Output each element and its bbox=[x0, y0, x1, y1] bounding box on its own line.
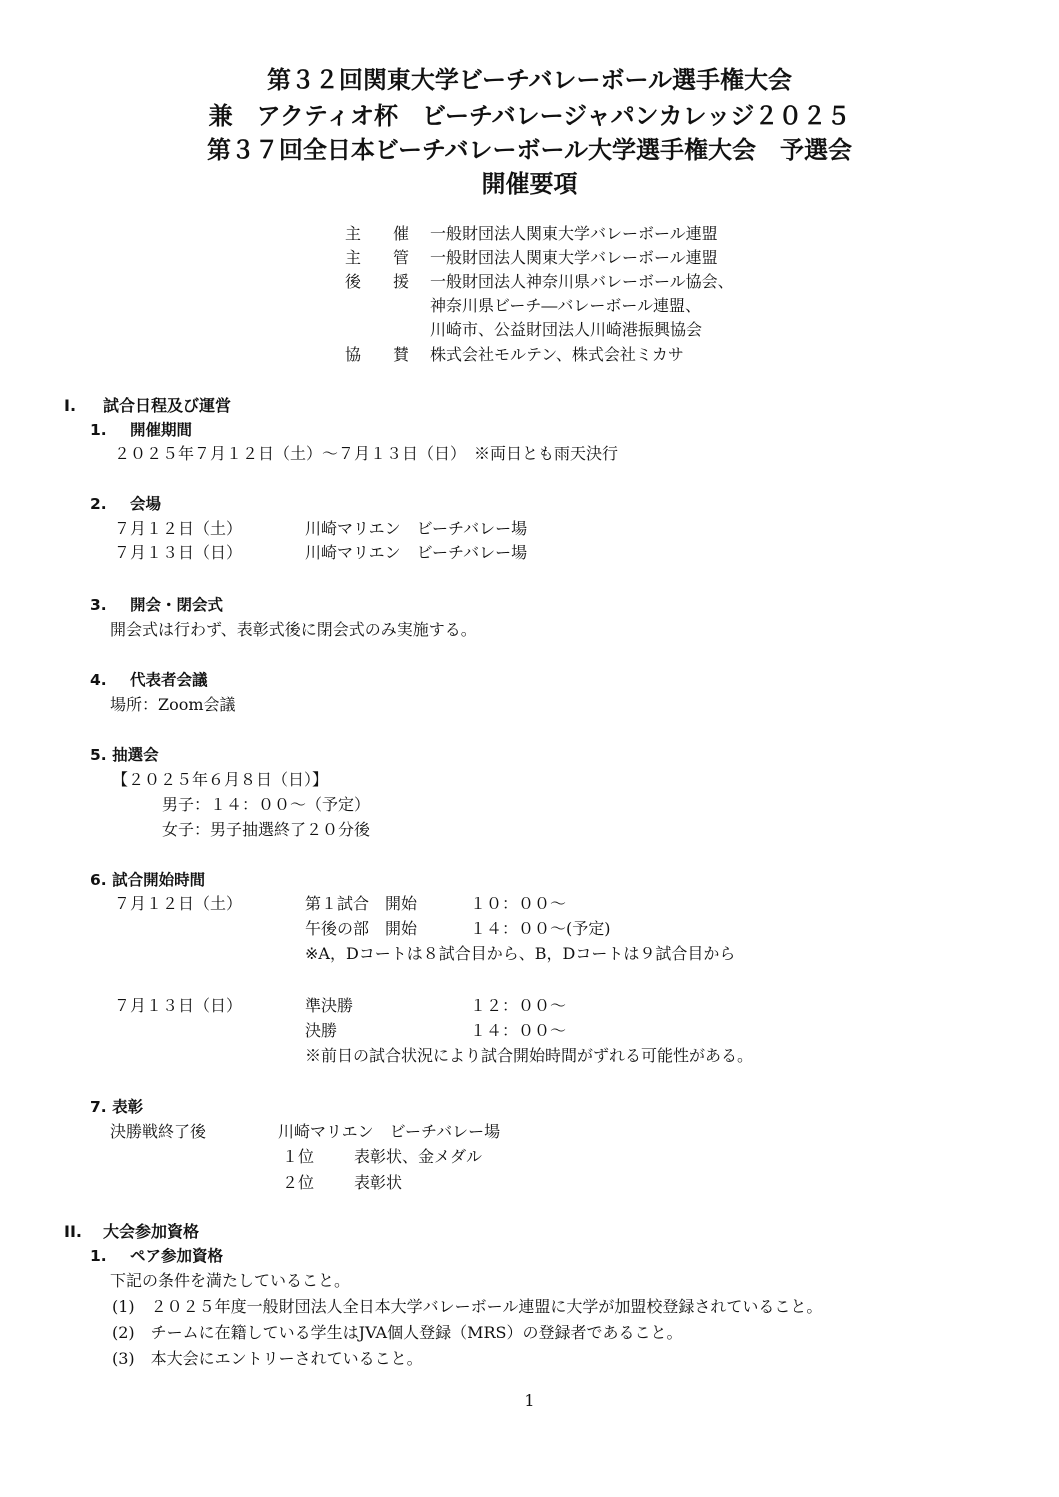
title-line-1: 第３２回関東大学ビーチバレーボール選手権大会 bbox=[266, 66, 793, 94]
award-place: 川崎マリエン ビーチバレー場 bbox=[278, 1122, 501, 1141]
meeting-text: 場所：Zoom会議 bbox=[110, 695, 236, 714]
section1-heading: 試合日程及び運営 bbox=[103, 396, 232, 415]
pair-item-3: (3) 本大会にエントリーされていること。 bbox=[112, 1349, 423, 1368]
period-text: ２０２５年７月１２日（土）～７月１３日（日） ※両日とも雨天決行 bbox=[114, 444, 619, 463]
pair-item-1: (1) ２０２５年度一般財団法人全日本大学バレーボール連盟に大学が加盟校登録されていること。 bbox=[112, 1297, 823, 1316]
lottery-men: 男子：１４：００～（予定） bbox=[162, 795, 371, 814]
start-time-title: 6. 試合開始時間 bbox=[90, 871, 206, 889]
support-value-2: 神奈川県ビーチ―バレーボール連盟、 bbox=[430, 296, 702, 315]
title-main: 開催要項 bbox=[481, 170, 578, 198]
meeting-number: 4. bbox=[90, 671, 107, 689]
ceremony-number: 3. bbox=[90, 596, 107, 614]
day2-row2-time: １４：００～ bbox=[470, 1021, 567, 1040]
sponsor-value: 株式会社モルテン、株式会社ミカサ bbox=[430, 345, 684, 364]
day1-date: ７月１２日（土） bbox=[114, 894, 243, 913]
sponsor-label: 協 賛 bbox=[345, 345, 410, 364]
award-timing: 決勝戦終了後 bbox=[110, 1122, 207, 1141]
section2-heading: 大会参加資格 bbox=[103, 1222, 200, 1241]
title-line-2: 兼 アクティオ杯 ビーチバレージャパンカレッジ２０２５ bbox=[208, 102, 851, 130]
section2-number: II. bbox=[64, 1222, 82, 1241]
pair-number: 1. bbox=[90, 1247, 107, 1265]
manager-label: 主 管 bbox=[345, 248, 410, 267]
support-value-1: 一般財団法人神奈川県バレーボール協会、 bbox=[430, 272, 734, 291]
award-title: 7. 表彰 bbox=[90, 1098, 144, 1116]
host-value: 一般財団法人関東大学バレーボール連盟 bbox=[430, 224, 718, 243]
support-value-3: 川崎市、公益財団法人川崎港振興協会 bbox=[430, 320, 703, 339]
day1-row1-time: １０：００～ bbox=[470, 894, 567, 913]
lottery-title: 5. 抽選会 bbox=[90, 746, 159, 764]
day1-note: ※A，Dコートは８試合目から、B，Dコートは９試合目から bbox=[305, 944, 736, 963]
section1-number: I. bbox=[64, 396, 77, 415]
award-rank-1: １位 bbox=[282, 1147, 315, 1166]
manager-value: 一般財団法人関東大学バレーボール連盟 bbox=[430, 248, 718, 267]
venue-date-1: ７月１２日（土） bbox=[114, 519, 243, 538]
page-number: 1 bbox=[524, 1391, 535, 1410]
title-line-3: 第３７回全日本ビーチバレーボール大学選手権大会 予選会 bbox=[206, 136, 853, 164]
day1-row2-label: 午後の部 開始 bbox=[305, 919, 418, 938]
pair-item-2: (2) チームに在籍している学生はJVA個人登録（MRS）の登録者であること。 bbox=[112, 1323, 683, 1342]
pair-intro: 下記の条件を満たしていること。 bbox=[110, 1271, 351, 1290]
venue-number: 2. bbox=[90, 495, 107, 513]
day2-row1-time: １２：００～ bbox=[470, 996, 567, 1015]
venue-date-2: ７月１３日（日） bbox=[114, 543, 243, 562]
period-title: 開催期間 bbox=[130, 421, 193, 439]
day2-note: ※前日の試合状況により試合開始時間がずれる可能性がある。 bbox=[305, 1046, 754, 1065]
host-label: 主 催 bbox=[345, 224, 410, 243]
award-prize-1: 表彰状、金メダル bbox=[354, 1147, 483, 1166]
day2-row1-label: 準決勝 bbox=[305, 996, 354, 1015]
award-rank-2: ２位 bbox=[282, 1173, 315, 1192]
support-label: 後 援 bbox=[345, 272, 410, 291]
ceremony-text: 開会式は行わず、表彰式後に閉会式のみ実施する。 bbox=[110, 620, 477, 639]
day1-row2-time: １４：００～(予定) bbox=[470, 919, 611, 938]
lottery-date: 【２０２５年６月８日（日）】 bbox=[112, 770, 329, 789]
day1-row1-label: 第１試合 開始 bbox=[305, 894, 418, 913]
award-prize-2: 表彰状 bbox=[354, 1173, 403, 1192]
meeting-title: 代表者会議 bbox=[130, 671, 208, 689]
venue-place-1: 川崎マリエン ビーチバレー場 bbox=[305, 519, 528, 538]
period-number: 1. bbox=[90, 421, 107, 439]
venue-place-2: 川崎マリエン ビーチバレー場 bbox=[305, 543, 528, 562]
day2-row2-label: 決勝 bbox=[305, 1021, 338, 1040]
ceremony-title: 開会・閉会式 bbox=[130, 596, 224, 614]
lottery-women: 女子：男子抽選終了２０分後 bbox=[162, 820, 371, 839]
day2-date: ７月１３日（日） bbox=[114, 996, 243, 1015]
pair-title: ペア参加資格 bbox=[130, 1247, 224, 1265]
venue-title: 会場 bbox=[130, 495, 162, 513]
